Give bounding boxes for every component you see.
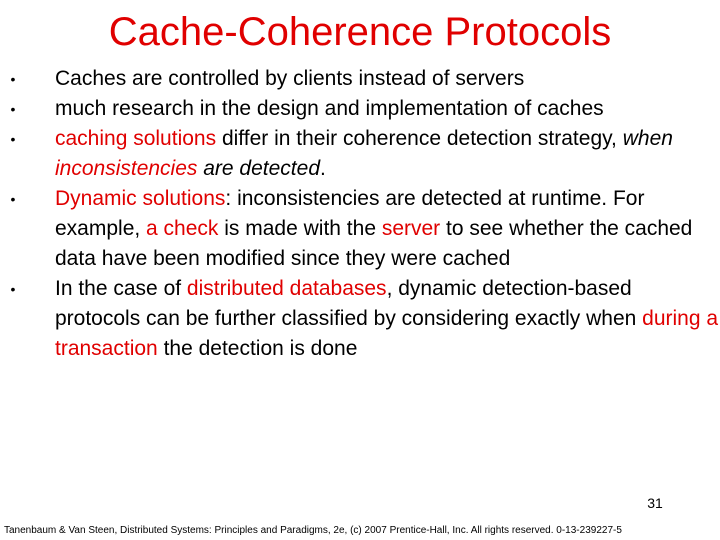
- bullet-text-segment: Caches are controlled by clients instead of servers: [55, 67, 525, 90]
- bullet-icon: •: [10, 131, 16, 147]
- highlighted-term: caching solutions: [55, 127, 217, 150]
- bullet-text-segment: , dynamic detection-based protocols can be further classified by considering exactly when: [55, 277, 643, 330]
- bullet-icon: •: [10, 191, 16, 207]
- bullet-text-segment: : inconsistencies are detected at runtime. For example,: [55, 187, 651, 240]
- bullet-icon: •: [10, 101, 16, 117]
- footer-citation: Tanenbaum & Van Steen, Distributed Systems: Principles and Paradigms, 2e, (c) 2007 Prentice-Hall, Inc. All rights reserved. 0-13-239227-5: [4, 525, 622, 536]
- bullet-item: [0, 64, 720, 94]
- highlighted-italic-term: inconsistencies: [55, 157, 198, 180]
- bullet-text-segment: much research in the design and implementation of caches: [55, 97, 604, 120]
- bullet-item: [0, 124, 720, 184]
- bullet-text-segment: the detection is done: [157, 337, 358, 360]
- bullet-text: [55, 124, 720, 184]
- bullet-text-segment: In the case of: [55, 277, 187, 300]
- italic-text: when: [622, 127, 679, 150]
- highlighted-term: a check: [146, 217, 219, 240]
- bullet-text: [55, 184, 720, 274]
- bullet-text-segment: to see whether the cached data have been modified since they were cached: [55, 217, 699, 270]
- bullet-text: [55, 64, 720, 94]
- bullet-icon: •: [10, 71, 16, 87]
- bullet-text-segment: is made with the: [218, 217, 382, 240]
- bullet-list: [0, 64, 720, 364]
- bullet-item: [0, 184, 720, 274]
- bullet-text-segment: differ in their coherence detection strategy,: [216, 127, 623, 150]
- bullet-text-segment: .: [320, 157, 326, 180]
- bullet-text: [55, 94, 720, 124]
- highlighted-term: server: [381, 217, 441, 240]
- highlighted-term: during a transaction: [55, 307, 719, 360]
- bullet-item: [0, 274, 720, 364]
- bullet-icon: •: [10, 281, 16, 297]
- bullet-item: [0, 94, 720, 124]
- highlighted-term: distributed databases: [186, 277, 387, 300]
- bullet-text: [55, 274, 720, 364]
- page-number: 31: [647, 495, 663, 511]
- slide-title: Cache-Coherence Protocols: [108, 10, 612, 54]
- italic-text: are detected: [197, 157, 320, 180]
- highlighted-term: Dynamic solutions: [55, 187, 226, 210]
